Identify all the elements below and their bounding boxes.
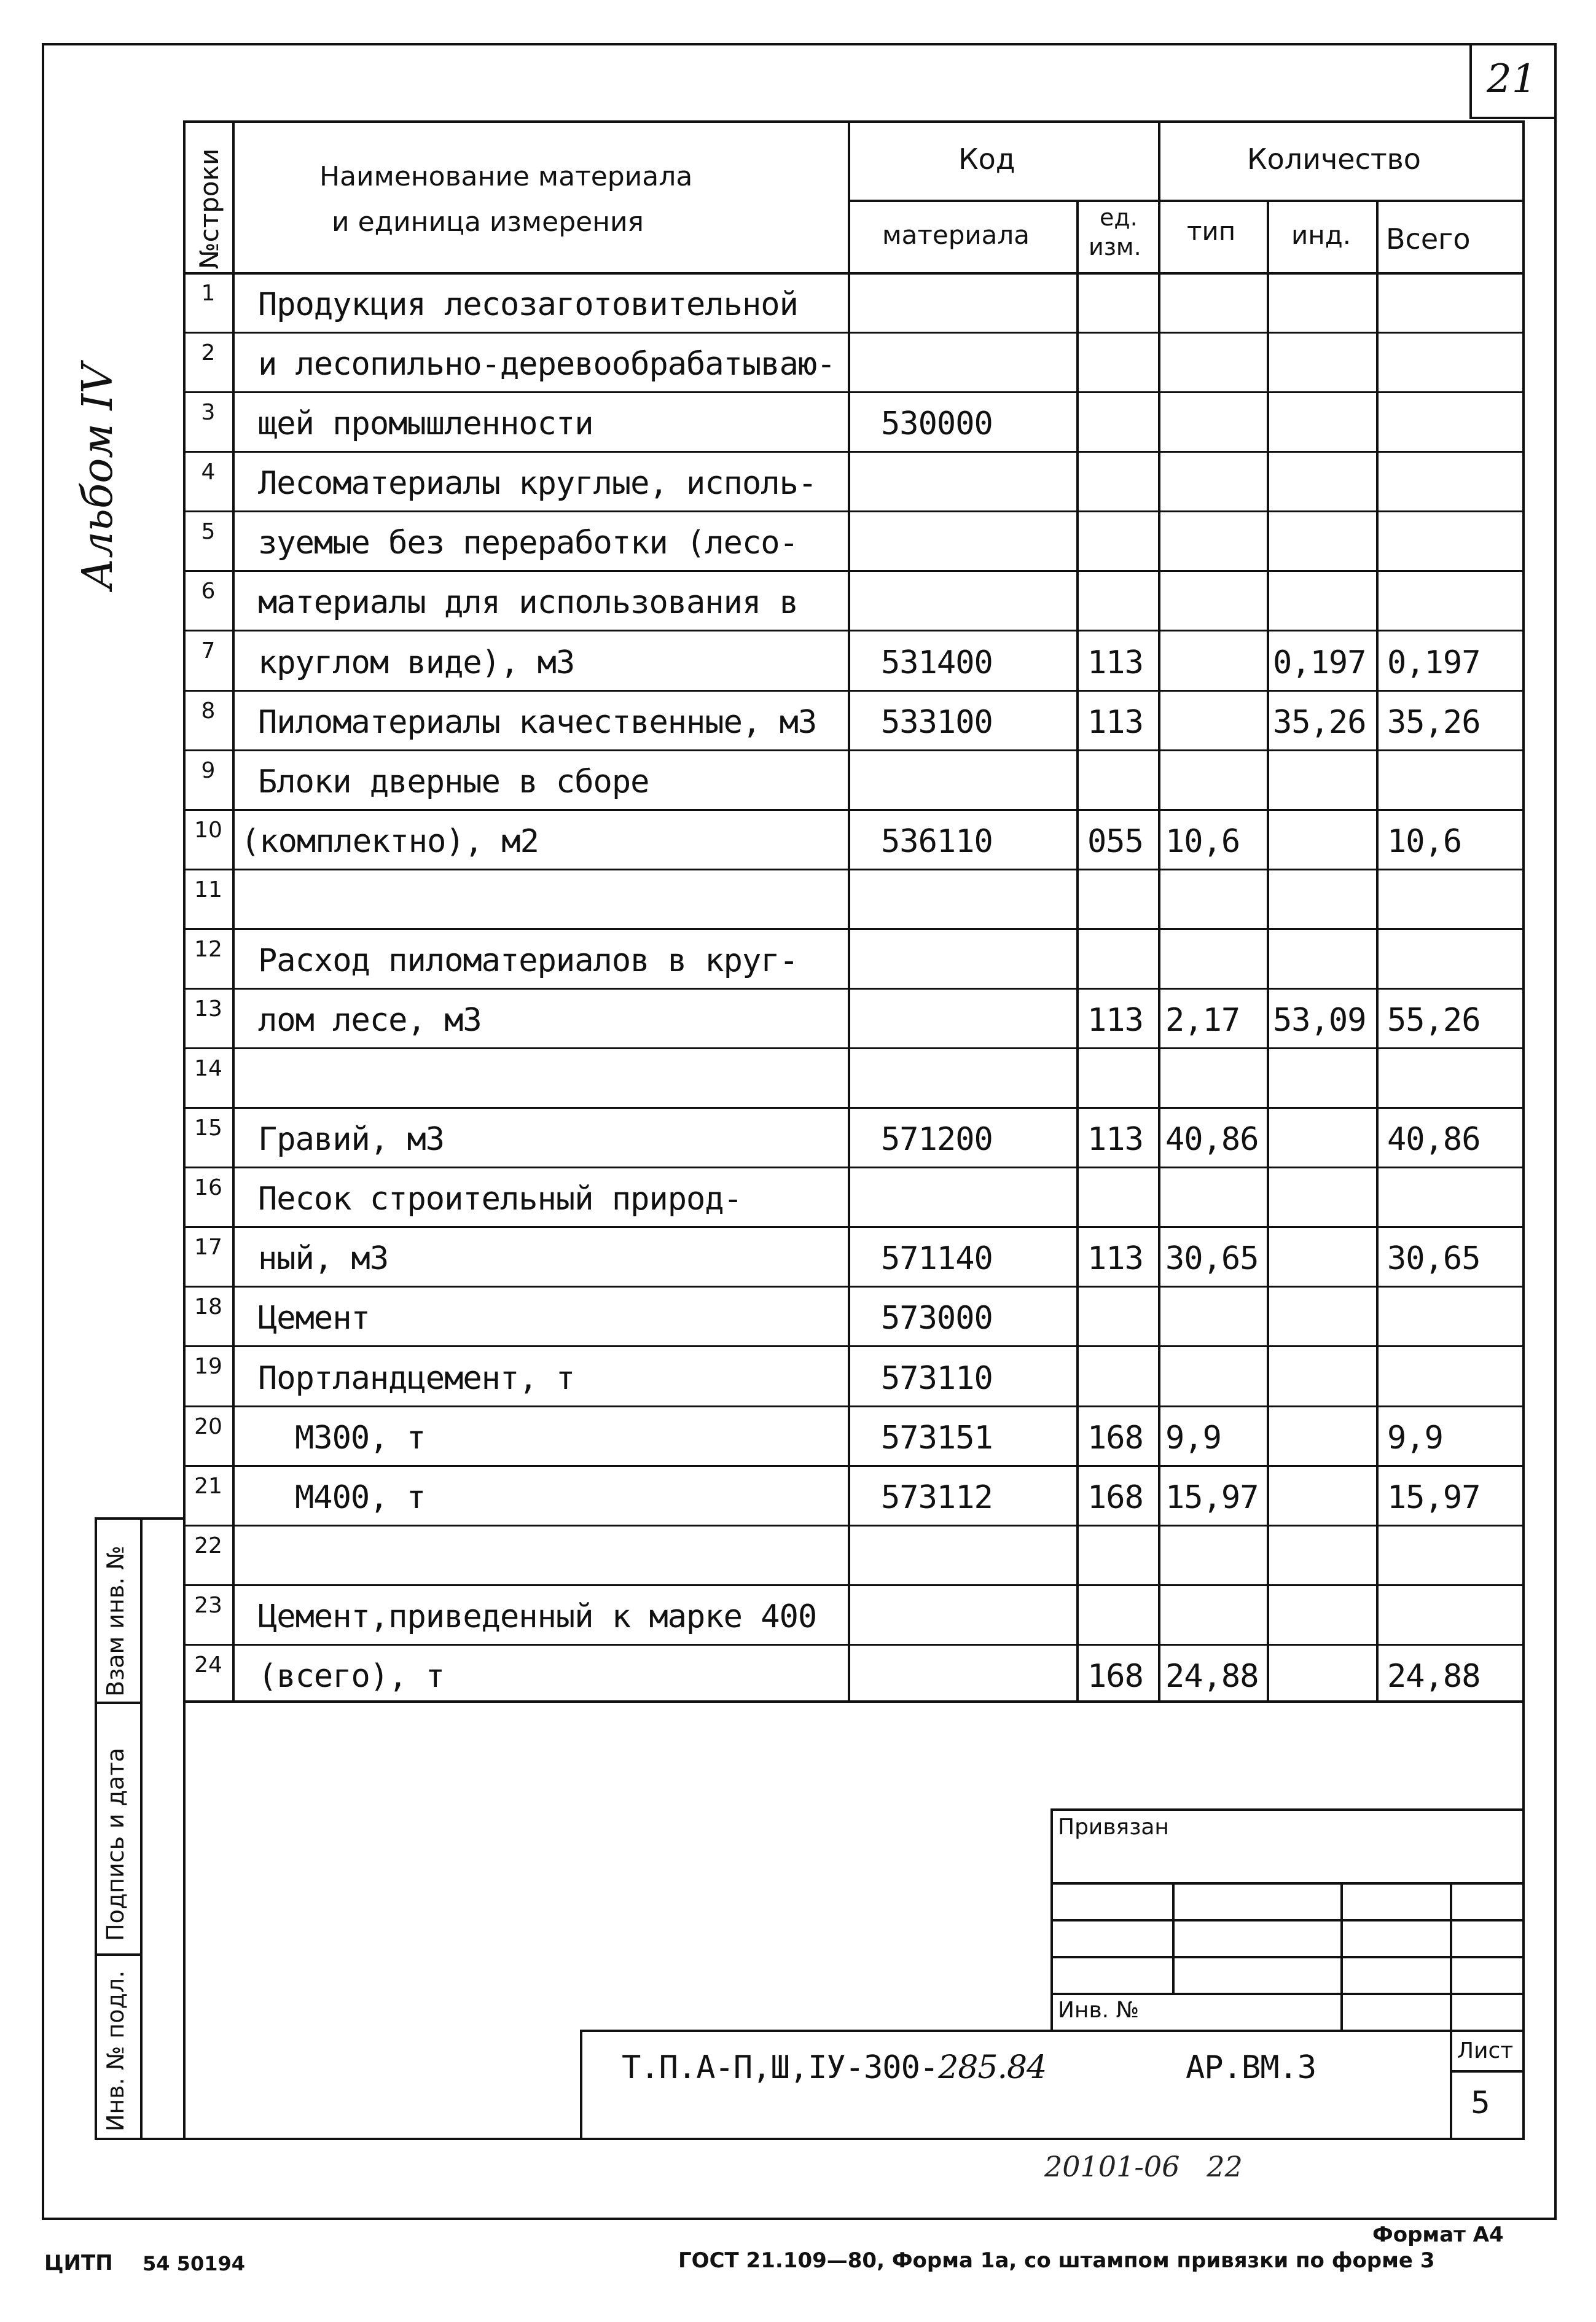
cell-ind [1269, 272, 1374, 323]
privyazan-row3 [1050, 1956, 1524, 1958]
cell-name: Лесоматериалы круглые, исполь- [258, 465, 817, 502]
cell-code [850, 1584, 1074, 1635]
cell-total [1379, 1286, 1521, 1337]
row-number: 19 [194, 1354, 222, 1380]
privyazan-row1 [1050, 1882, 1524, 1885]
cell-unit [1079, 1525, 1156, 1576]
row-number: 4 [201, 459, 216, 485]
privyazan-col3 [1450, 1882, 1452, 2030]
corner-box-left [1469, 43, 1472, 117]
cell-unit [1079, 391, 1156, 442]
row-number: 6 [201, 579, 216, 604]
cell-name: ный, м3 [258, 1240, 389, 1278]
cell-code: 533100 [881, 703, 993, 741]
row-number: 14 [194, 1056, 222, 1082]
cell-code [850, 510, 1074, 561]
side-stamp-top [95, 1517, 183, 1520]
row-number: 8 [201, 698, 216, 724]
row-number: 3 [201, 400, 216, 426]
cell-ind [1269, 1345, 1374, 1396]
cell-ind [1269, 809, 1374, 860]
cell-code [850, 332, 1074, 383]
cell-unit: 113 [1087, 703, 1143, 741]
cell-unit: 168 [1087, 1479, 1143, 1516]
row-number: 15 [194, 1116, 222, 1141]
header-name-line2: и единица измерения [332, 206, 644, 238]
header-quantity: Количество [1247, 143, 1421, 176]
side-podpis-data: Подпись и дата [102, 1748, 129, 1941]
cell-unit [1079, 570, 1156, 621]
cell-name: и лесопильно-деревообрабатываю- [258, 346, 835, 383]
cell-code: 531400 [881, 644, 993, 681]
cell-unit: 168 [1087, 1657, 1143, 1695]
designation-handwritten: 285.84 [938, 2049, 1047, 2086]
row-number: 10 [194, 817, 222, 843]
cell-ind [1269, 928, 1374, 979]
cell-total [1379, 1167, 1521, 1218]
cell-type: 40,86 [1165, 1121, 1259, 1159]
cell-ind [1269, 332, 1374, 383]
row-number: 1 [201, 281, 216, 306]
privyazan-col2 [1340, 1882, 1343, 2030]
cell-code [850, 928, 1074, 979]
designation-typed: Т.П.А-П,Ш,IУ-300- [622, 2049, 939, 2086]
cell-type [1160, 1167, 1265, 1218]
cell-code: 573151 [881, 1419, 993, 1456]
cell-ind [1269, 1047, 1374, 1098]
cell-name [236, 1047, 844, 1098]
sheet-number: 5 [1471, 2085, 1490, 2121]
cell-total [1379, 332, 1521, 383]
cell-unit: 113 [1087, 1240, 1143, 1278]
side-stamp-sep1 [95, 1702, 140, 1704]
cell-ind [1269, 1525, 1374, 1576]
inv-no-label: Инв. № [1058, 1998, 1140, 2023]
cell-type [1160, 1047, 1265, 1098]
cell-type [1160, 510, 1265, 561]
side-inv-podl: Инв. № подл. [102, 1970, 129, 2132]
cell-ind [1269, 1644, 1374, 1695]
cell-name: (всего), т [258, 1657, 445, 1695]
header-ind: инд. [1291, 220, 1352, 250]
side-stamp-bottom [95, 2138, 183, 2140]
cell-unit [1079, 1345, 1156, 1396]
cell-type [1160, 1584, 1265, 1635]
frame-top [42, 43, 1554, 45]
cell-total: 35,26 [1387, 703, 1481, 741]
cell-ind [1269, 1226, 1374, 1277]
cell-ind [1269, 749, 1374, 800]
row-number: 7 [201, 638, 216, 664]
cell-total: 30,65 [1387, 1240, 1481, 1278]
cell-total: 24,88 [1387, 1657, 1481, 1695]
cell-code: 571200 [881, 1121, 993, 1159]
cell-name: Портландцемент, т [258, 1359, 575, 1397]
cell-unit: 113 [1087, 644, 1143, 681]
table-right [1522, 120, 1525, 2138]
cell-name: зуемые без переработки (лесо- [258, 525, 798, 562]
col-line-1 [232, 120, 235, 1700]
row-number: 11 [194, 877, 222, 902]
cell-code [850, 988, 1074, 1039]
row-number: 16 [194, 1175, 222, 1201]
cell-name: круглом виде), м3 [258, 644, 575, 681]
cell-code: 573110 [881, 1359, 993, 1397]
cell-type [1160, 332, 1265, 383]
cell-name: М400, т [295, 1479, 426, 1516]
side-vzam-inv: Взам инв. № [102, 1546, 129, 1697]
cell-ind [1269, 1107, 1374, 1158]
cell-ind [1269, 869, 1374, 920]
side-stamp-sep2 [95, 1953, 140, 1956]
row-number: 13 [194, 996, 222, 1022]
cell-name: щей промышленности [258, 405, 593, 443]
header-code: Код [958, 143, 1015, 176]
cell-total [1379, 928, 1521, 979]
titleblock-sheet-sep [1450, 2030, 1452, 2138]
footer-gost: ГОСТ 21.109—80, Форма 1а, со штампом привязки по форме 3 [678, 2248, 1435, 2273]
cell-name: Цемент,приведенный к марке 400 [258, 1598, 817, 1635]
cell-type [1160, 630, 1265, 681]
sheet-corner-number: 21 [1487, 57, 1537, 102]
cell-ind [1269, 391, 1374, 442]
cell-total [1379, 391, 1521, 442]
cell-unit [1079, 1286, 1156, 1337]
frame-left [42, 43, 44, 2218]
cell-unit [1079, 1047, 1156, 1098]
cell-type: 15,97 [1165, 1479, 1259, 1516]
cell-name: Песок строительный природ- [258, 1181, 742, 1218]
row-number: 23 [194, 1592, 222, 1618]
cell-ind: 53,09 [1273, 1002, 1366, 1039]
cell-ind [1269, 1405, 1374, 1456]
cell-code [850, 1525, 1074, 1576]
cell-total [1379, 1345, 1521, 1396]
cell-code [850, 869, 1074, 920]
cell-total [1379, 1584, 1521, 1635]
row-number: 21 [194, 1473, 222, 1499]
cell-code [850, 1047, 1074, 1098]
privyazan-top [1050, 1808, 1524, 1811]
cell-name: Продукция лесозаготовительной [258, 286, 798, 324]
cell-type: 10,6 [1165, 823, 1240, 860]
side-stamp-mid [140, 1517, 143, 2138]
cell-total: 15,97 [1387, 1479, 1481, 1516]
cell-type [1160, 869, 1265, 920]
cell-code [850, 272, 1074, 323]
cell-unit: 113 [1087, 1002, 1143, 1039]
cell-name [236, 1525, 844, 1576]
cell-ind [1269, 510, 1374, 561]
cell-total [1379, 451, 1521, 502]
row-number: 18 [194, 1294, 222, 1320]
cell-ind [1269, 1465, 1374, 1516]
cell-unit: 113 [1087, 1121, 1143, 1159]
cell-unit [1079, 749, 1156, 800]
cell-ind: 0,197 [1273, 644, 1366, 681]
cell-total: 0,197 [1387, 644, 1481, 681]
cell-code [850, 1644, 1074, 1695]
titleblock-left [580, 2030, 582, 2138]
cell-total: 55,26 [1387, 1002, 1481, 1039]
row-number: 5 [201, 519, 216, 545]
cell-unit [1079, 332, 1156, 383]
titleblock-top [580, 2030, 1524, 2032]
row-number: 24 [194, 1652, 222, 1678]
header-material: материала [882, 220, 1030, 250]
privyazan-row4 [1050, 1993, 1524, 1995]
cell-code: 571140 [881, 1240, 993, 1278]
cell-code [850, 749, 1074, 800]
cell-total [1379, 272, 1521, 323]
header-mid-line [848, 200, 1524, 202]
cell-name [236, 869, 844, 920]
cell-name: Цемент [258, 1300, 370, 1337]
titleblock-bottom [183, 2138, 1525, 2140]
table-bottom [183, 1700, 1525, 1703]
header-unit-line1: ед. [1100, 204, 1138, 231]
cell-name: лом лесе, м3 [258, 1002, 482, 1039]
cell-total [1379, 749, 1521, 800]
cell-unit [1079, 451, 1156, 502]
cell-unit [1079, 272, 1156, 323]
cell-type: 2,17 [1165, 1002, 1240, 1039]
cell-type [1160, 451, 1265, 502]
cell-total: 9,9 [1387, 1419, 1443, 1456]
cell-code [850, 570, 1074, 621]
designation [622, 2049, 1046, 2086]
cell-total [1379, 1525, 1521, 1576]
cell-type: 9,9 [1165, 1419, 1221, 1456]
cell-code: 573000 [881, 1300, 993, 1337]
cell-total [1379, 869, 1521, 920]
cell-ind [1269, 1286, 1374, 1337]
cell-code: 573112 [881, 1479, 993, 1516]
cell-type [1160, 1286, 1265, 1337]
cell-name: Блоки дверные в сборе [258, 763, 649, 800]
header-type: тип [1187, 216, 1236, 246]
cell-type [1160, 391, 1265, 442]
cell-type: 30,65 [1165, 1240, 1259, 1278]
cell-unit [1079, 928, 1156, 979]
side-stamp-left [95, 1517, 97, 2138]
cell-total: 10,6 [1387, 823, 1462, 860]
privyazan-label: Привязан [1058, 1815, 1169, 1840]
cell-unit: 055 [1087, 823, 1143, 860]
cell-ind [1269, 1167, 1374, 1218]
frame-bottom [42, 2218, 1557, 2220]
titleblock-sheet-line [1450, 2070, 1524, 2073]
album-label: Альбом IV [74, 363, 122, 590]
row-number: 12 [194, 936, 222, 962]
cell-type [1160, 690, 1265, 741]
row-number: 17 [194, 1235, 222, 1261]
cell-type [1160, 928, 1265, 979]
frame-right [1554, 43, 1557, 2218]
cell-ind [1269, 451, 1374, 502]
cell-type [1160, 570, 1265, 621]
cell-ind [1269, 570, 1374, 621]
cell-type [1160, 1345, 1265, 1396]
cell-name: материалы для использования в [258, 584, 798, 622]
cell-ind [1269, 1584, 1374, 1635]
sheet-label: Лист [1457, 2038, 1514, 2063]
cell-type: 24,88 [1165, 1657, 1259, 1695]
row-number: 20 [194, 1413, 222, 1439]
cell-total [1379, 570, 1521, 621]
corner-box-bottom [1469, 117, 1554, 119]
cell-name: Расход пиломатериалов в круг- [258, 942, 798, 979]
cell-unit [1079, 1584, 1156, 1635]
cell-code: 530000 [881, 405, 993, 443]
row-number: 22 [194, 1533, 222, 1558]
footer-org-number: 54 50194 [143, 2252, 245, 2275]
cell-code: 536110 [881, 823, 993, 860]
cell-code [850, 1167, 1074, 1218]
cell-name: (комплектно), м2 [241, 823, 539, 860]
format-label: Формат А4 [1372, 2222, 1504, 2247]
privyazan-col1 [1172, 1882, 1175, 1993]
header-name-line1: Наименование материала [319, 161, 693, 192]
cell-type [1160, 1525, 1265, 1576]
footer-org: ЦИТП [44, 2251, 113, 2275]
cell-total: 40,86 [1387, 1121, 1481, 1159]
header-row-no: №строки [194, 148, 224, 269]
cell-code [850, 451, 1074, 502]
header-total: Всего [1386, 222, 1471, 256]
cell-type [1160, 749, 1265, 800]
privyazan-row2 [1050, 1919, 1524, 1921]
cell-type [1160, 272, 1265, 323]
cell-name: Гравий, м3 [258, 1121, 445, 1159]
cell-name: Пиломатериалы качественные, м3 [258, 703, 817, 741]
row-number: 9 [201, 757, 216, 783]
header-unit-line2: изм. [1089, 233, 1141, 260]
cell-unit [1079, 869, 1156, 920]
doc-code: АР.ВМ.3 [1186, 2049, 1316, 2086]
cell-name: М300, т [295, 1419, 426, 1456]
cell-ind: 35,26 [1273, 703, 1366, 741]
cell-unit [1079, 510, 1156, 561]
cell-total [1379, 1047, 1521, 1098]
cell-unit: 168 [1087, 1419, 1143, 1456]
cell-total [1379, 510, 1521, 561]
cell-unit [1079, 1167, 1156, 1218]
handwritten-note: 20101-06 22 [1044, 2150, 1243, 2183]
table-top [183, 120, 1525, 123]
row-number: 2 [201, 340, 216, 366]
